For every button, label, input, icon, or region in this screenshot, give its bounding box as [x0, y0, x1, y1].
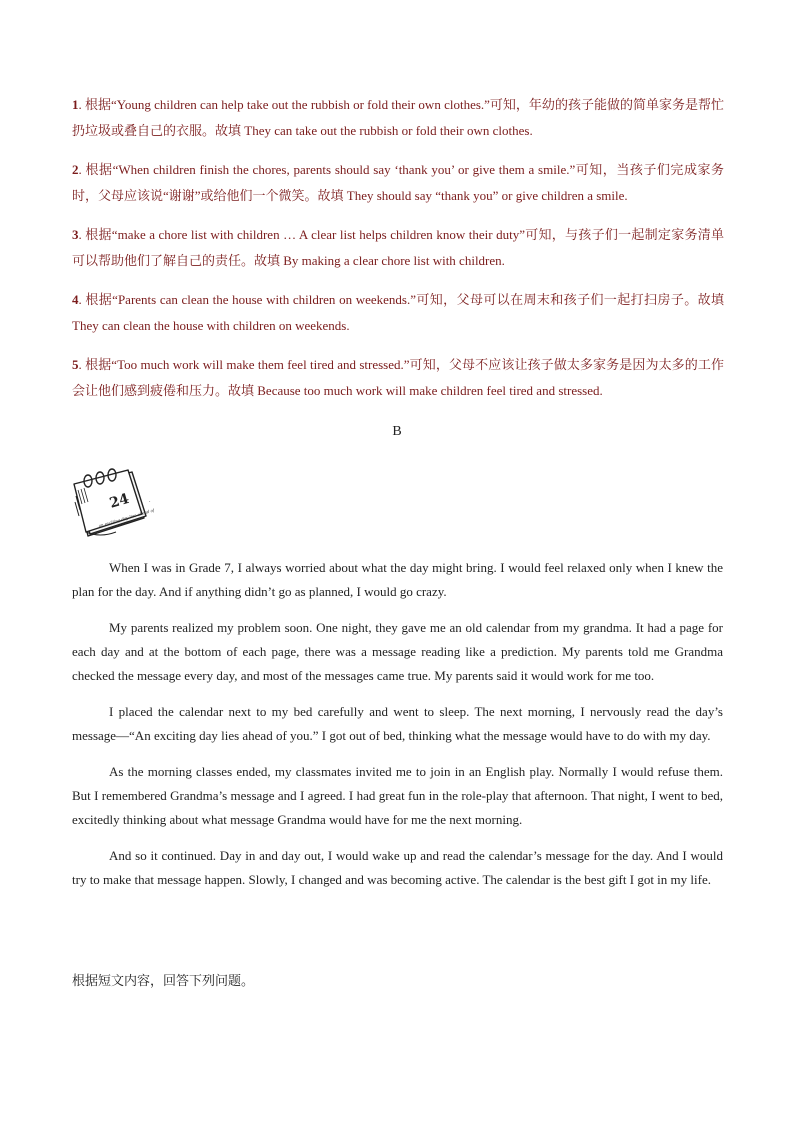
answer-item-1 [72, 92, 724, 144]
answer-text: . 根据“Young children can help take out the rubbish or fold their own clothes.”可知，年幼的孩子能做的简单家务是帮忙扔垃圾或叠自己的衣服。故填 They can take out the rubbish or fold their own clothes. [72, 97, 724, 138]
passage-paragraph-5: And so it continued. Day in and day out, I would wake up and read the calendar’s message for the day. And I would try to make that message happen. Slowly, I changed and was becoming active. The calendar is the best gift I got in my life. [72, 848, 723, 887]
answer-explanations [72, 92, 724, 417]
answer-item-3 [72, 222, 724, 274]
calendar-caption: an exciting day lies ahead of [97, 507, 154, 529]
passage-paragraph-3: I placed the calendar next to my bed carefully and went to sleep. The next morning, I nervously read the day’s message—“An exciting day lies ahead of you.” I got out of bed, thinking what the message would have to do with my day. [72, 704, 723, 743]
answer-text: . 根据“make a chore list with children … A clear list helps children know their duty”可知，与孩子们一起制定家务清单可以帮助他们了解自己的责任。故填 By making a clear chore list with children. [72, 227, 724, 268]
answer-number: 3 [72, 227, 79, 242]
answer-item-2 [72, 157, 724, 209]
answer-number: 5 [72, 357, 79, 372]
answer-item-4 [72, 287, 724, 339]
passage-paragraph-1: When I was in Grade 7, I always worried about what the day might bring. I would feel relaxed only when I knew the plan for the day. And if anything didn’t go as planned, I would go crazy. [72, 560, 723, 599]
reading-passage [72, 556, 723, 904]
passage-paragraph-4: As the morning classes ended, my classmates invited me to join in an English play. Normally I would refuse them. But I remembered Grandma’s message and I agreed. I had great fun in the role-play that afternoon. That night, I went to bed, excitedly thinking about what message Grandma would have for me the next morning. [72, 764, 723, 827]
svg-text:.: . [149, 498, 151, 504]
answer-item-5 [72, 352, 724, 404]
answer-text: . 根据“Too much work will make them feel tired and stressed.”可知，父母不应该让孩子做太多家务是因为太多的工作会让他们感到疲倦和压力。故填 Because too much work will make children feel tired and stressed. [72, 357, 724, 398]
answer-text: . 根据“When children finish the chores, parents should say ‘thank you’ or give them a smile.”可知，当孩子们完成家务时，父母应该说“谢谢”或给他们一个微笑。故填 They should say “thank you” or give children a smile. [72, 162, 724, 203]
passage-paragraph-2: My parents realized my problem soon. One night, they gave me an old calendar from my grandma. It had a page for each day and at the bottom of each page, there was a message reading like a prediction. My parents told me Grandma checked the message every day, and most of the messages came true. My parents said it would work for me too. [72, 620, 723, 683]
calendar-icon [70, 466, 154, 544]
calendar-day: 24 [107, 490, 131, 512]
answer-number: 4 [72, 292, 79, 307]
question-instruction: 根据短文内容，回答下列问题。 [72, 974, 255, 989]
section-heading: B [392, 424, 402, 439]
answer-text: . 根据“Parents can clean the house with children on weekends.”可知，父母可以在周末和孩子们一起打扫房子。故填 They can clean the house with children on weekends. [72, 292, 724, 333]
answer-number: 2 [72, 162, 79, 177]
answer-number: 1 [72, 97, 79, 112]
